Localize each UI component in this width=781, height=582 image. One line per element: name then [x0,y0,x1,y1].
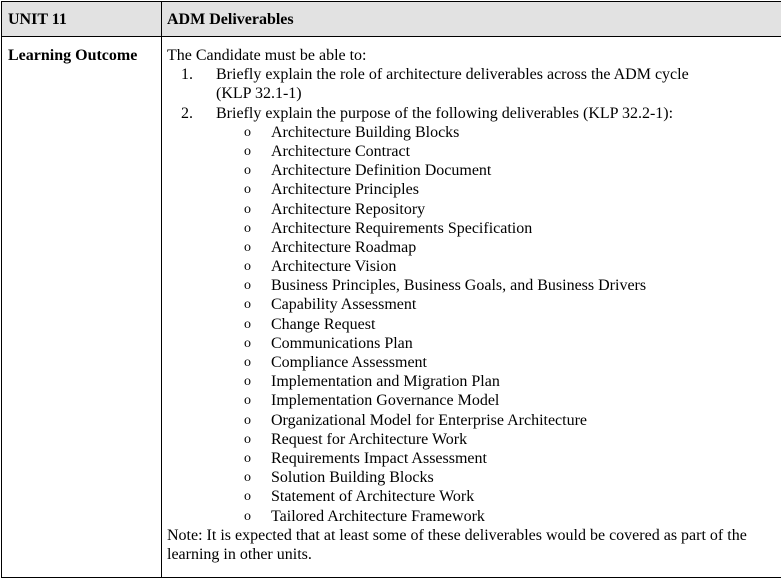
outcome-text: (KLP 32.1-1) [216,85,302,103]
list-item [167,161,781,180]
deliverable-name: Implementation Governance Model [271,392,500,410]
deliverable-name: Compliance Assessment [271,354,427,371]
list-item [167,295,781,314]
bullet-icon: o [244,431,251,447]
list-item [167,180,781,199]
bullet-icon: o [244,182,251,198]
note-text: Note: It is expected that at least some of these deliverables would be covered as part of the [167,526,747,544]
unit-number: UNIT 11 [8,11,67,28]
list-item [167,200,781,219]
note-text: learning in other units. [167,545,312,563]
bullet-icon: o [244,412,251,428]
deliverables-list [167,123,781,526]
deliverable-name: Business Principles, Business Goals, and Business Drivers [271,277,647,295]
list-item [167,411,781,430]
deliverable-name: Tailored Architecture Framework [271,507,485,525]
bullet-icon: o [244,393,251,409]
bullet-icon: o [244,259,251,275]
list-item [167,142,781,161]
deliverable-name: Capability Assessment [271,296,417,314]
list-item [167,449,781,468]
deliverable-name: Request for Architecture Work [271,430,468,448]
deliverable-name: Change Request [271,315,376,333]
table-header-row [2,2,781,37]
deliverable-name: Solution Building Blocks [271,469,434,487]
deliverable-name: Architecture Building Blocks [271,123,460,141]
bullet-icon: o [244,201,251,217]
list-item [167,219,781,238]
list-item [167,257,781,276]
deliverable-name: Architecture Roadmap [271,238,417,256]
list-item [167,430,781,449]
bullet-icon: o [244,355,251,370]
deliverable-name: Architecture Vision [271,258,397,276]
deliverable-name: Architecture Contract [271,142,411,160]
outcome-text: Briefly explain the role of architecture deliverables across the ADM cycle [216,66,689,84]
unit-table [1,1,781,578]
bullet-icon: o [244,220,251,236]
outcome-item [167,65,781,84]
list-item [167,507,781,526]
list-item [167,468,781,487]
bullet-icon: o [244,124,251,140]
learning-outcome-content [167,46,781,564]
bullet-icon: o [244,163,251,179]
bullet-icon: o [244,508,251,524]
bullet-icon: o [244,374,251,390]
learning-outcome-label: Learning Outcome [8,47,138,64]
list-item [167,487,781,506]
unit-title: ADM Deliverables [167,11,294,28]
bullet-icon: o [244,489,251,505]
list-item [167,276,781,295]
deliverable-name: Implementation and Migration Plan [271,373,500,391]
deliverable-name: Requirements Impact Assessment [271,449,487,467]
deliverable-name: Communications Plan [271,334,413,352]
deliverable-name: Architecture Definition Document [271,162,492,180]
bullet-icon: o [244,297,251,313]
outcome-item-continuation [167,84,781,103]
list-item [167,353,781,372]
list-item [167,315,781,334]
list-item [167,334,781,353]
deliverable-name: Architecture Requirements Specification [271,219,533,237]
column-divider [161,2,162,577]
deliverable-name: Architecture Repository [271,200,426,218]
outcome-item [167,104,781,123]
deliverable-name: Statement of Architecture Work [271,488,475,506]
outcome-text: Briefly explain the purpose of the following deliverables (KLP 32.2-1): [216,104,674,122]
bullet-icon: o [244,450,251,466]
bullet-icon: o [244,316,251,332]
bullet-icon: o [244,239,251,255]
bullet-icon: o [244,335,251,351]
outcome-number: 1. [181,66,193,84]
list-item [167,372,781,391]
intro-text: The Candidate must be able to: [167,47,367,64]
list-item [167,123,781,142]
outcome-number: 2. [181,104,193,122]
deliverable-name: Organizational Model for Enterprise Architecture [271,411,588,429]
deliverable-name: Architecture Principles [271,181,419,199]
list-item [167,238,781,257]
list-item [167,391,781,410]
bullet-icon: o [244,470,251,486]
bullet-icon: o [244,143,251,159]
bullet-icon: o [244,278,251,294]
